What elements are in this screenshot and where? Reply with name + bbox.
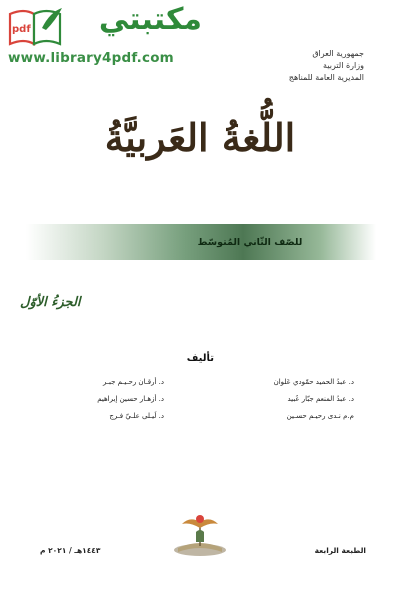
author-name: د. أزهـار حسين إبراهيم (97, 395, 164, 403)
watermark (0, 0, 205, 72)
ministry-directorate: المديرية العامة للمناهج (288, 73, 364, 82)
ministry-name: وزارة التربية (323, 61, 364, 70)
author-name: د. أرقـان رحـيـم جبـر (103, 378, 164, 386)
author-name: د. عبدُ الحميد حمّودي عَلوان (273, 378, 354, 386)
part-label: الجزءُ الأوّل (20, 295, 81, 310)
grade-label: للصّف الثّاني المُتوسّط (197, 237, 303, 248)
edition-label: الطبعة الرابعة (314, 546, 366, 555)
authors-heading: تأليف (186, 353, 214, 364)
ministry-emblem-icon (172, 510, 228, 560)
book-title: اللُّغةُ العَربيَّةُ (104, 115, 296, 160)
watermark-site-name: مكتبتي (98, 2, 202, 37)
author-name: د. لَيـلى علـيّ فـرج (109, 412, 164, 420)
publication-year: ١٤٤٣هـ / ٢٠٢١ م (40, 546, 101, 555)
author-name: م.م نـدى رحيـم حسـين (286, 412, 354, 420)
watermark-url: www.library4pdf.com (8, 50, 174, 66)
pdf-label: pdf (12, 24, 31, 35)
author-name: د. عبدُ المنعم جبّار عُبيد (287, 395, 354, 403)
pdf-book-icon (6, 6, 64, 46)
ministry-country: جمهورية العراق (312, 49, 364, 58)
